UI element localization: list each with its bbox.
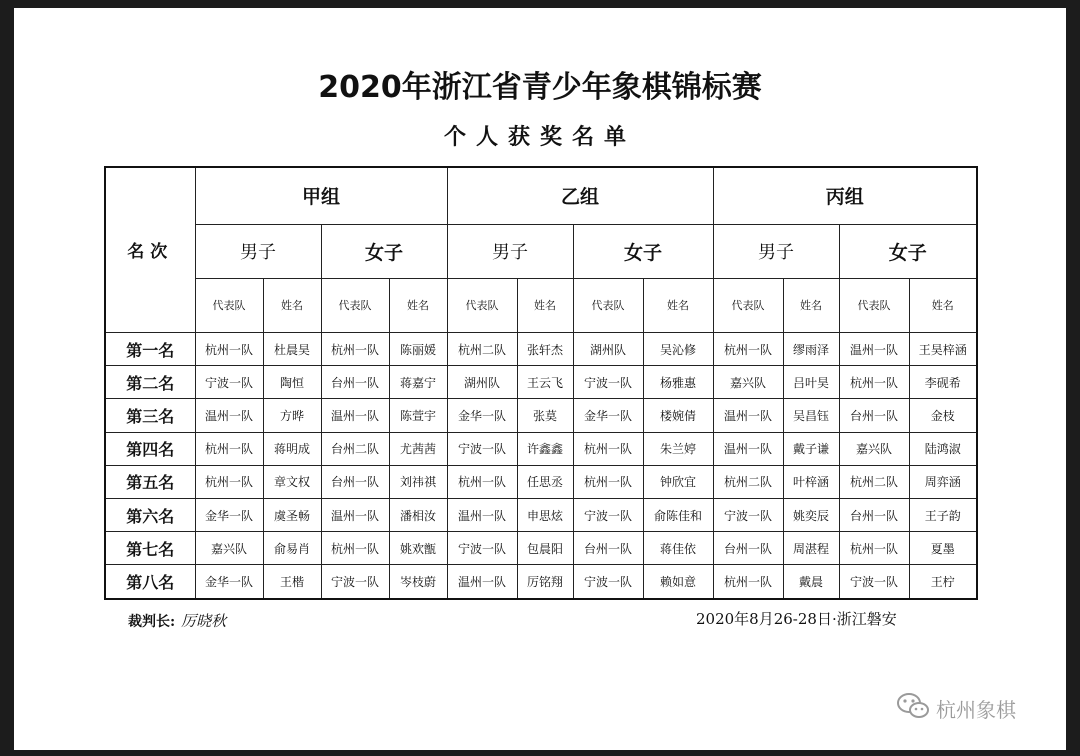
player-name-cell: 陈萱宇 xyxy=(389,399,447,432)
player-name-cell: 赖如意 xyxy=(643,565,713,599)
col-header-team: 代表队 xyxy=(713,278,783,332)
player-name-cell: 蒋明成 xyxy=(263,432,321,465)
table-row xyxy=(105,499,977,532)
player-name-cell: 许鑫鑫 xyxy=(517,432,573,465)
team-cell: 嘉兴队 xyxy=(839,432,909,465)
team-cell: 杭州一队 xyxy=(321,332,389,365)
watermark-text: 杭州象棋 xyxy=(936,697,1016,722)
team-cell: 宁波一队 xyxy=(713,499,783,532)
col-header-name: 姓名 xyxy=(909,278,977,332)
team-cell: 台州一队 xyxy=(713,532,783,565)
team-cell: 杭州一队 xyxy=(573,465,643,498)
team-cell: 宁波一队 xyxy=(447,432,517,465)
player-name-cell: 戴子谦 xyxy=(783,432,839,465)
team-cell: 金华一队 xyxy=(195,565,263,599)
team-cell: 嘉兴队 xyxy=(713,366,783,399)
rank-cell: 第三名 xyxy=(105,399,195,432)
team-cell: 温州一队 xyxy=(839,332,909,365)
gender-header: 男子 xyxy=(713,224,839,278)
rank-cell: 第七名 xyxy=(105,532,195,565)
team-cell: 金华一队 xyxy=(195,499,263,532)
team-cell: 杭州一队 xyxy=(839,532,909,565)
table-row xyxy=(105,565,977,599)
gender-header: 女子 xyxy=(839,224,977,278)
group-yi: 乙组 xyxy=(447,167,713,224)
player-name-cell: 姚奕辰 xyxy=(783,499,839,532)
col-header-name: 姓名 xyxy=(517,278,573,332)
team-cell: 杭州一队 xyxy=(447,465,517,498)
team-cell: 宁波一队 xyxy=(573,499,643,532)
player-name-cell: 吕叶昊 xyxy=(783,366,839,399)
team-cell: 台州一队 xyxy=(321,465,389,498)
player-name-cell: 楼婉倩 xyxy=(643,399,713,432)
table-row xyxy=(105,366,977,399)
table-row xyxy=(105,332,977,365)
team-cell: 宁波一队 xyxy=(447,532,517,565)
rank-cell: 第八名 xyxy=(105,565,195,599)
player-name-cell: 王楷 xyxy=(263,565,321,599)
team-cell: 杭州一队 xyxy=(713,332,783,365)
col-header-team: 代表队 xyxy=(321,278,389,332)
player-name-cell: 俞易肖 xyxy=(263,532,321,565)
gender-header: 男子 xyxy=(195,224,321,278)
player-name-cell: 蒋嘉宁 xyxy=(389,366,447,399)
team-cell: 台州二队 xyxy=(321,432,389,465)
player-name-cell: 李砚希 xyxy=(909,366,977,399)
team-cell: 宁波一队 xyxy=(195,366,263,399)
player-name-cell: 钟欣宜 xyxy=(643,465,713,498)
player-name-cell: 陈丽媛 xyxy=(389,332,447,365)
date-place: 2020年8月26-28日·浙江磐安 xyxy=(696,610,897,628)
team-cell: 杭州一队 xyxy=(573,432,643,465)
team-cell: 台州一队 xyxy=(839,399,909,432)
page-title: 2020年浙江省青少年象棋锦标赛 xyxy=(318,70,762,105)
player-name-cell: 岑枝蔚 xyxy=(389,565,447,599)
player-name-cell: 王柠 xyxy=(909,565,977,599)
table-row xyxy=(105,465,977,498)
watermark xyxy=(896,692,1016,724)
player-name-cell: 王子韵 xyxy=(909,499,977,532)
player-name-cell: 潘相汝 xyxy=(389,499,447,532)
player-name-cell: 杨雅惠 xyxy=(643,366,713,399)
team-cell: 金华一队 xyxy=(447,399,517,432)
rank-cell: 第五名 xyxy=(105,465,195,498)
player-name-cell: 方晔 xyxy=(263,399,321,432)
player-name-cell: 缪雨泽 xyxy=(783,332,839,365)
table-row xyxy=(105,532,977,565)
col-header-name: 姓名 xyxy=(389,278,447,332)
referee-label: 裁判长: xyxy=(128,614,176,630)
team-cell: 宁波一队 xyxy=(573,565,643,599)
team-cell: 杭州一队 xyxy=(195,332,263,365)
player-name-cell: 俞陈佳和 xyxy=(643,499,713,532)
wechat-icon xyxy=(896,692,930,724)
team-cell: 杭州一队 xyxy=(195,465,263,498)
gender-header: 女子 xyxy=(573,224,713,278)
team-cell: 温州一队 xyxy=(321,399,389,432)
table-row xyxy=(105,432,977,465)
rank-cell: 第六名 xyxy=(105,499,195,532)
team-cell: 台州一队 xyxy=(321,366,389,399)
player-name-cell: 夏墨 xyxy=(909,532,977,565)
results-table xyxy=(104,166,978,600)
player-name-cell: 吴昌钰 xyxy=(783,399,839,432)
player-name-cell: 蒋佳依 xyxy=(643,532,713,565)
col-header-name: 姓名 xyxy=(643,278,713,332)
referee-name: 厉晓秋 xyxy=(181,612,227,630)
team-cell: 宁波一队 xyxy=(321,565,389,599)
team-cell: 杭州一队 xyxy=(839,366,909,399)
player-name-cell: 申思炫 xyxy=(517,499,573,532)
player-name-cell: 戴晨 xyxy=(783,565,839,599)
table-row xyxy=(105,399,977,432)
player-name-cell: 周湛程 xyxy=(783,532,839,565)
team-cell: 杭州二队 xyxy=(839,465,909,498)
player-name-cell: 张莫 xyxy=(517,399,573,432)
player-name-cell: 陶恒 xyxy=(263,366,321,399)
player-name-cell: 王云飞 xyxy=(517,366,573,399)
team-cell: 嘉兴队 xyxy=(195,532,263,565)
player-name-cell: 吴沁修 xyxy=(643,332,713,365)
team-cell: 杭州一队 xyxy=(713,565,783,599)
player-name-cell: 章文权 xyxy=(263,465,321,498)
team-cell: 温州一队 xyxy=(713,432,783,465)
player-name-cell: 杜晨昊 xyxy=(263,332,321,365)
group-bing: 丙组 xyxy=(713,167,977,224)
player-name-cell: 刘祎祺 xyxy=(389,465,447,498)
col-header-team: 代表队 xyxy=(195,278,263,332)
player-name-cell: 任思丞 xyxy=(517,465,573,498)
rank-header: 名次 xyxy=(105,167,195,332)
team-cell: 温州一队 xyxy=(713,399,783,432)
player-name-cell: 叶梓涵 xyxy=(783,465,839,498)
team-cell: 台州一队 xyxy=(839,499,909,532)
player-name-cell: 虞圣畅 xyxy=(263,499,321,532)
gender-header: 女子 xyxy=(321,224,447,278)
col-header-team: 代表队 xyxy=(447,278,517,332)
page-subtitle: 个人获奖名单 xyxy=(443,124,636,150)
team-cell: 台州一队 xyxy=(573,532,643,565)
team-cell: 宁波一队 xyxy=(839,565,909,599)
team-cell: 湖州队 xyxy=(573,332,643,365)
player-name-cell: 周弈涵 xyxy=(909,465,977,498)
player-name-cell: 陆鸿淑 xyxy=(909,432,977,465)
gender-header: 男子 xyxy=(447,224,573,278)
col-header-name: 姓名 xyxy=(263,278,321,332)
team-cell: 宁波一队 xyxy=(573,366,643,399)
team-cell: 杭州一队 xyxy=(195,432,263,465)
player-name-cell: 尤茜茜 xyxy=(389,432,447,465)
group-jia: 甲组 xyxy=(195,167,447,224)
team-cell: 温州一队 xyxy=(321,499,389,532)
player-name-cell: 包晨阳 xyxy=(517,532,573,565)
col-header-name: 姓名 xyxy=(783,278,839,332)
col-header-team: 代表队 xyxy=(573,278,643,332)
team-cell: 温州一队 xyxy=(195,399,263,432)
player-name-cell: 王昊梓涵 xyxy=(909,332,977,365)
rank-cell: 第四名 xyxy=(105,432,195,465)
team-cell: 湖州队 xyxy=(447,366,517,399)
rank-cell: 第一名 xyxy=(105,332,195,365)
player-name-cell: 朱兰婷 xyxy=(643,432,713,465)
referee-signature xyxy=(128,610,226,631)
team-cell: 杭州二队 xyxy=(713,465,783,498)
player-name-cell: 厉铭翔 xyxy=(517,565,573,599)
team-cell: 杭州二队 xyxy=(447,332,517,365)
team-cell: 温州一队 xyxy=(447,565,517,599)
team-cell: 金华一队 xyxy=(573,399,643,432)
team-cell: 杭州一队 xyxy=(321,532,389,565)
player-name-cell: 姚欢甑 xyxy=(389,532,447,565)
team-cell: 温州一队 xyxy=(447,499,517,532)
player-name-cell: 张轩杰 xyxy=(517,332,573,365)
rank-cell: 第二名 xyxy=(105,366,195,399)
col-header-team: 代表队 xyxy=(839,278,909,332)
player-name-cell: 金枝 xyxy=(909,399,977,432)
